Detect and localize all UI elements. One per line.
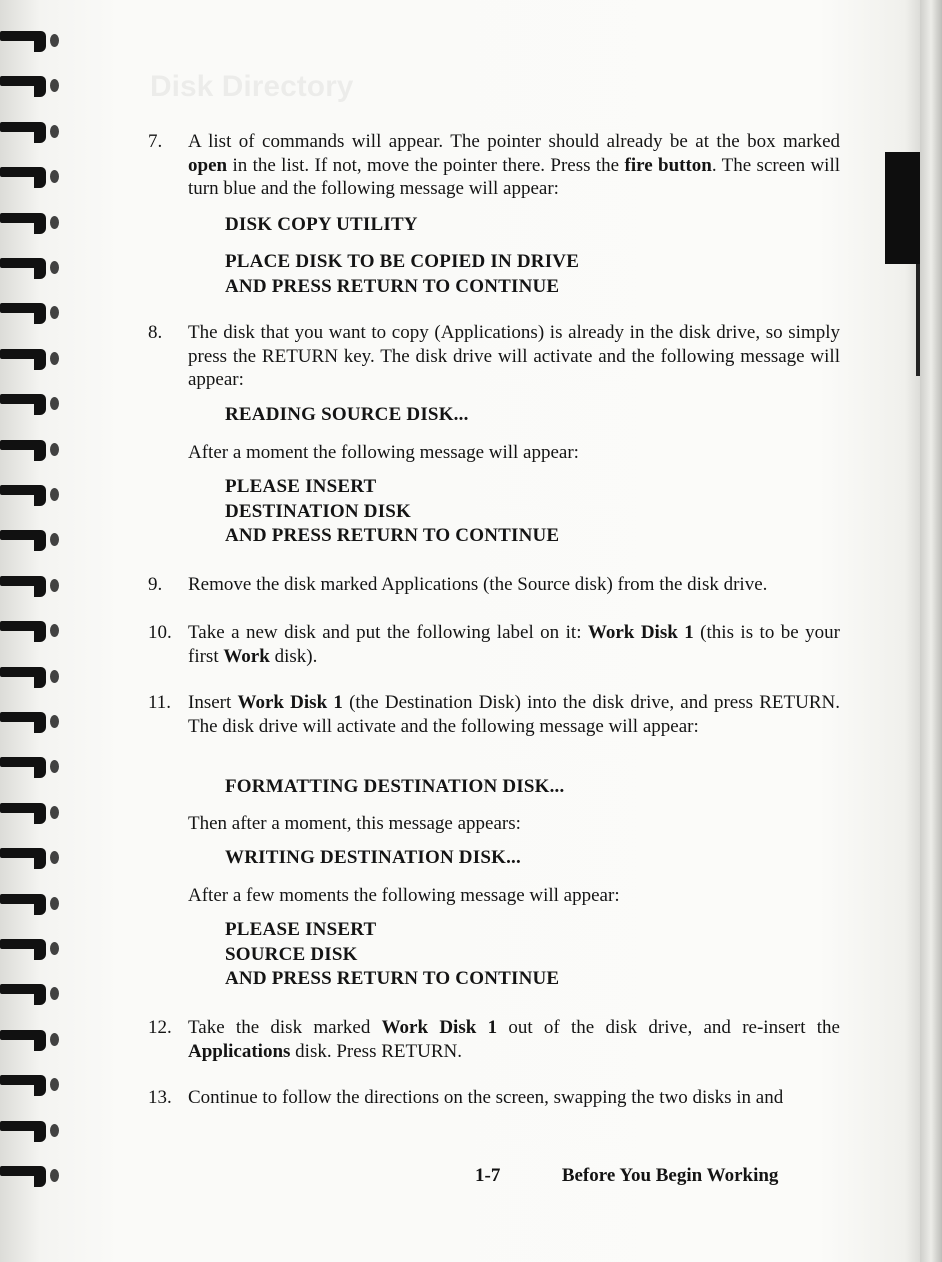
step-10 <box>148 621 840 668</box>
binding-coil <box>0 981 62 1005</box>
section-thumb-tab <box>885 152 922 264</box>
step-number: 7. <box>148 131 163 152</box>
binding-coil <box>0 300 62 324</box>
message-insert-destination: PLEASE INSERT DESTINATION DISK AND PRESS RETURN TO CONTINUE <box>225 476 560 546</box>
paragraph-then-after: Then after a moment, this message appears: <box>188 813 521 834</box>
step-text: The disk that you want to copy (Applications) is already in the disk drive, so simply press the RETURN key. The disk drive will activate and the following message will appear: <box>188 322 840 390</box>
binding-coil <box>0 709 62 733</box>
binding-coil <box>0 845 62 869</box>
message-place-disk: PLACE DISK TO BE COPIED IN DRIVE AND PRESS RETURN TO CONTINUE <box>225 251 580 297</box>
step-13 <box>148 1086 840 1110</box>
binding-coil <box>0 891 62 915</box>
binding-coil <box>0 210 62 234</box>
paragraph-after-few-moments: After a few moments the following message will appear: <box>188 885 620 906</box>
binding-coil <box>0 28 62 52</box>
step-number: 10. <box>148 622 172 643</box>
step-12 <box>148 1016 840 1063</box>
section-title: Before You Begin Working <box>561 1165 779 1186</box>
binding-coil <box>0 437 62 461</box>
binding-coil <box>0 573 62 597</box>
binding-coil <box>0 164 62 188</box>
spiral-binding <box>0 28 70 1228</box>
binding-coil <box>0 119 62 143</box>
paragraph-after-moment: After a moment the following message will appear: <box>188 442 579 463</box>
page-stack-edge <box>920 0 942 1262</box>
binding-coil <box>0 754 62 778</box>
step-9 <box>148 573 840 597</box>
binding-coil <box>0 346 62 370</box>
binding-coil <box>0 527 62 551</box>
step-number: 11. <box>148 692 172 713</box>
page-footer <box>475 1165 778 1187</box>
step-7 <box>148 130 840 201</box>
message-disk-copy-utility: DISK COPY UTILITY <box>225 214 418 235</box>
step-text: Remove the disk marked Applications (the Source disk) from the disk drive. <box>188 574 768 595</box>
binding-coil <box>0 1072 62 1096</box>
step-text: Insert Work Disk 1 (the Destination Disk) into the disk drive, and press RETURN. The disk drive will activate and the following message will appear: <box>188 692 840 737</box>
bleed-through-heading: Disk Directory <box>150 70 354 103</box>
step-text: Take a new disk and put the following label on it: Work Disk 1 (this is to be your first Work disk). <box>188 622 840 667</box>
step-11 <box>148 691 840 738</box>
step-number: 9. <box>148 574 163 595</box>
binding-coil <box>0 73 62 97</box>
message-insert-source: PLEASE INSERT SOURCE DISK AND PRESS RETURN TO CONTINUE <box>225 919 560 989</box>
binding-coil <box>0 1118 62 1142</box>
page-number: 1-7 <box>475 1165 501 1186</box>
step-text: A list of commands will appear. The pointer should already be at the box marked open in the list. If not, move the pointer there. Press the fire button. The screen will turn blue and the following message will appear: <box>188 131 840 199</box>
binding-coil <box>0 936 62 960</box>
binding-coil <box>0 391 62 415</box>
message-formatting-destination: FORMATTING DESTINATION DISK... <box>225 776 565 797</box>
binding-coil <box>0 255 62 279</box>
binding-coil <box>0 618 62 642</box>
step-number: 13. <box>148 1087 172 1108</box>
step-number: 12. <box>148 1017 172 1038</box>
binding-coil <box>0 1027 62 1051</box>
message-reading-source: READING SOURCE DISK... <box>225 404 469 425</box>
step-8 <box>148 321 840 392</box>
step-text: Continue to follow the directions on the screen, swapping the two disks in and <box>188 1087 784 1108</box>
step-text: Take the disk marked Work Disk 1 out of the disk drive, and re-insert the Applications disk. Press RETURN. <box>188 1017 840 1062</box>
binding-coil <box>0 482 62 506</box>
step-number: 8. <box>148 322 163 343</box>
message-writing-destination: WRITING DESTINATION DISK... <box>225 847 521 868</box>
binding-coil <box>0 800 62 824</box>
binding-coil <box>0 664 62 688</box>
binding-coil <box>0 1163 62 1187</box>
